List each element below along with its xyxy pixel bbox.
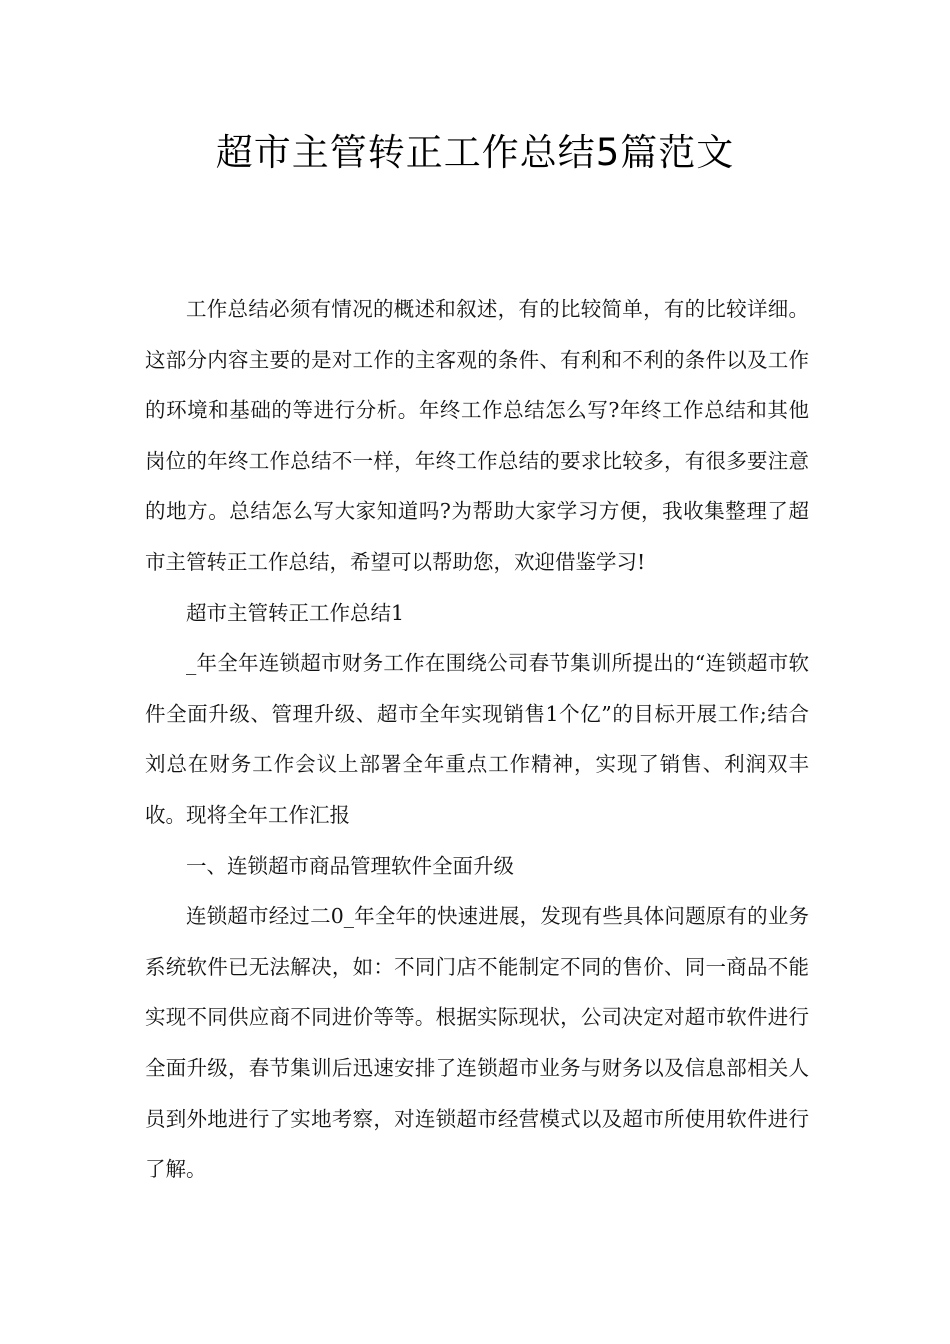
document-title: 超市主管转正工作总结5篇范文 — [215, 131, 735, 174]
section-heading-software-upgrade: 一、连锁超市商品管理软件全面升级 — [186, 853, 514, 878]
intro-paragraph: 工作总结必须有情况的概述和叙述，有的比较简单，有的比较详细。这部分内容主要的是对工作的主客观的条件、有利和不利的条件以及工作的环境和基础的等进行分析。年终工作总结怎么写?年终工作总结和其他岗位的年终工作总结不一样，年终工作总结的要求比较多，有很多要注意的地方。总结怎么写大家知道吗?为帮助大家学习方便，我收集整理了超市主管转正工作总结，希望可以帮助您，欢迎借鉴学习! — [145, 297, 809, 574]
body-paragraph: 连锁超市经过二0_年全年的快速进展，发现有些具体问题原有的业务系统软件已无法解决，如：不同门店不能制定不同的售价、同一商品不能实现不同供应商不同进价等等。根据实际现状，公司决定对超市软件进行全面升级，春节集训后迅速安排了连锁超市业务与财务以及信息部相关人员到外地进行了实地考察，对连锁超市经营模式以及超市所使用软件进行了解。 — [145, 904, 809, 1182]
document-body — [145, 284, 809, 1195]
section-heading-summary-1: 超市主管转正工作总结1 — [186, 600, 405, 625]
body-paragraph: _年全年连锁超市财务工作在围绕公司春节集训所提出的“连锁超市软件全面升级、管理升级、超市全年实现销售1个亿”的目标开展工作;结合刘总在财务工作会议上部署全年重点工作精神，实现了销售、利润双丰收。现将全年工作汇报 — [145, 651, 809, 827]
